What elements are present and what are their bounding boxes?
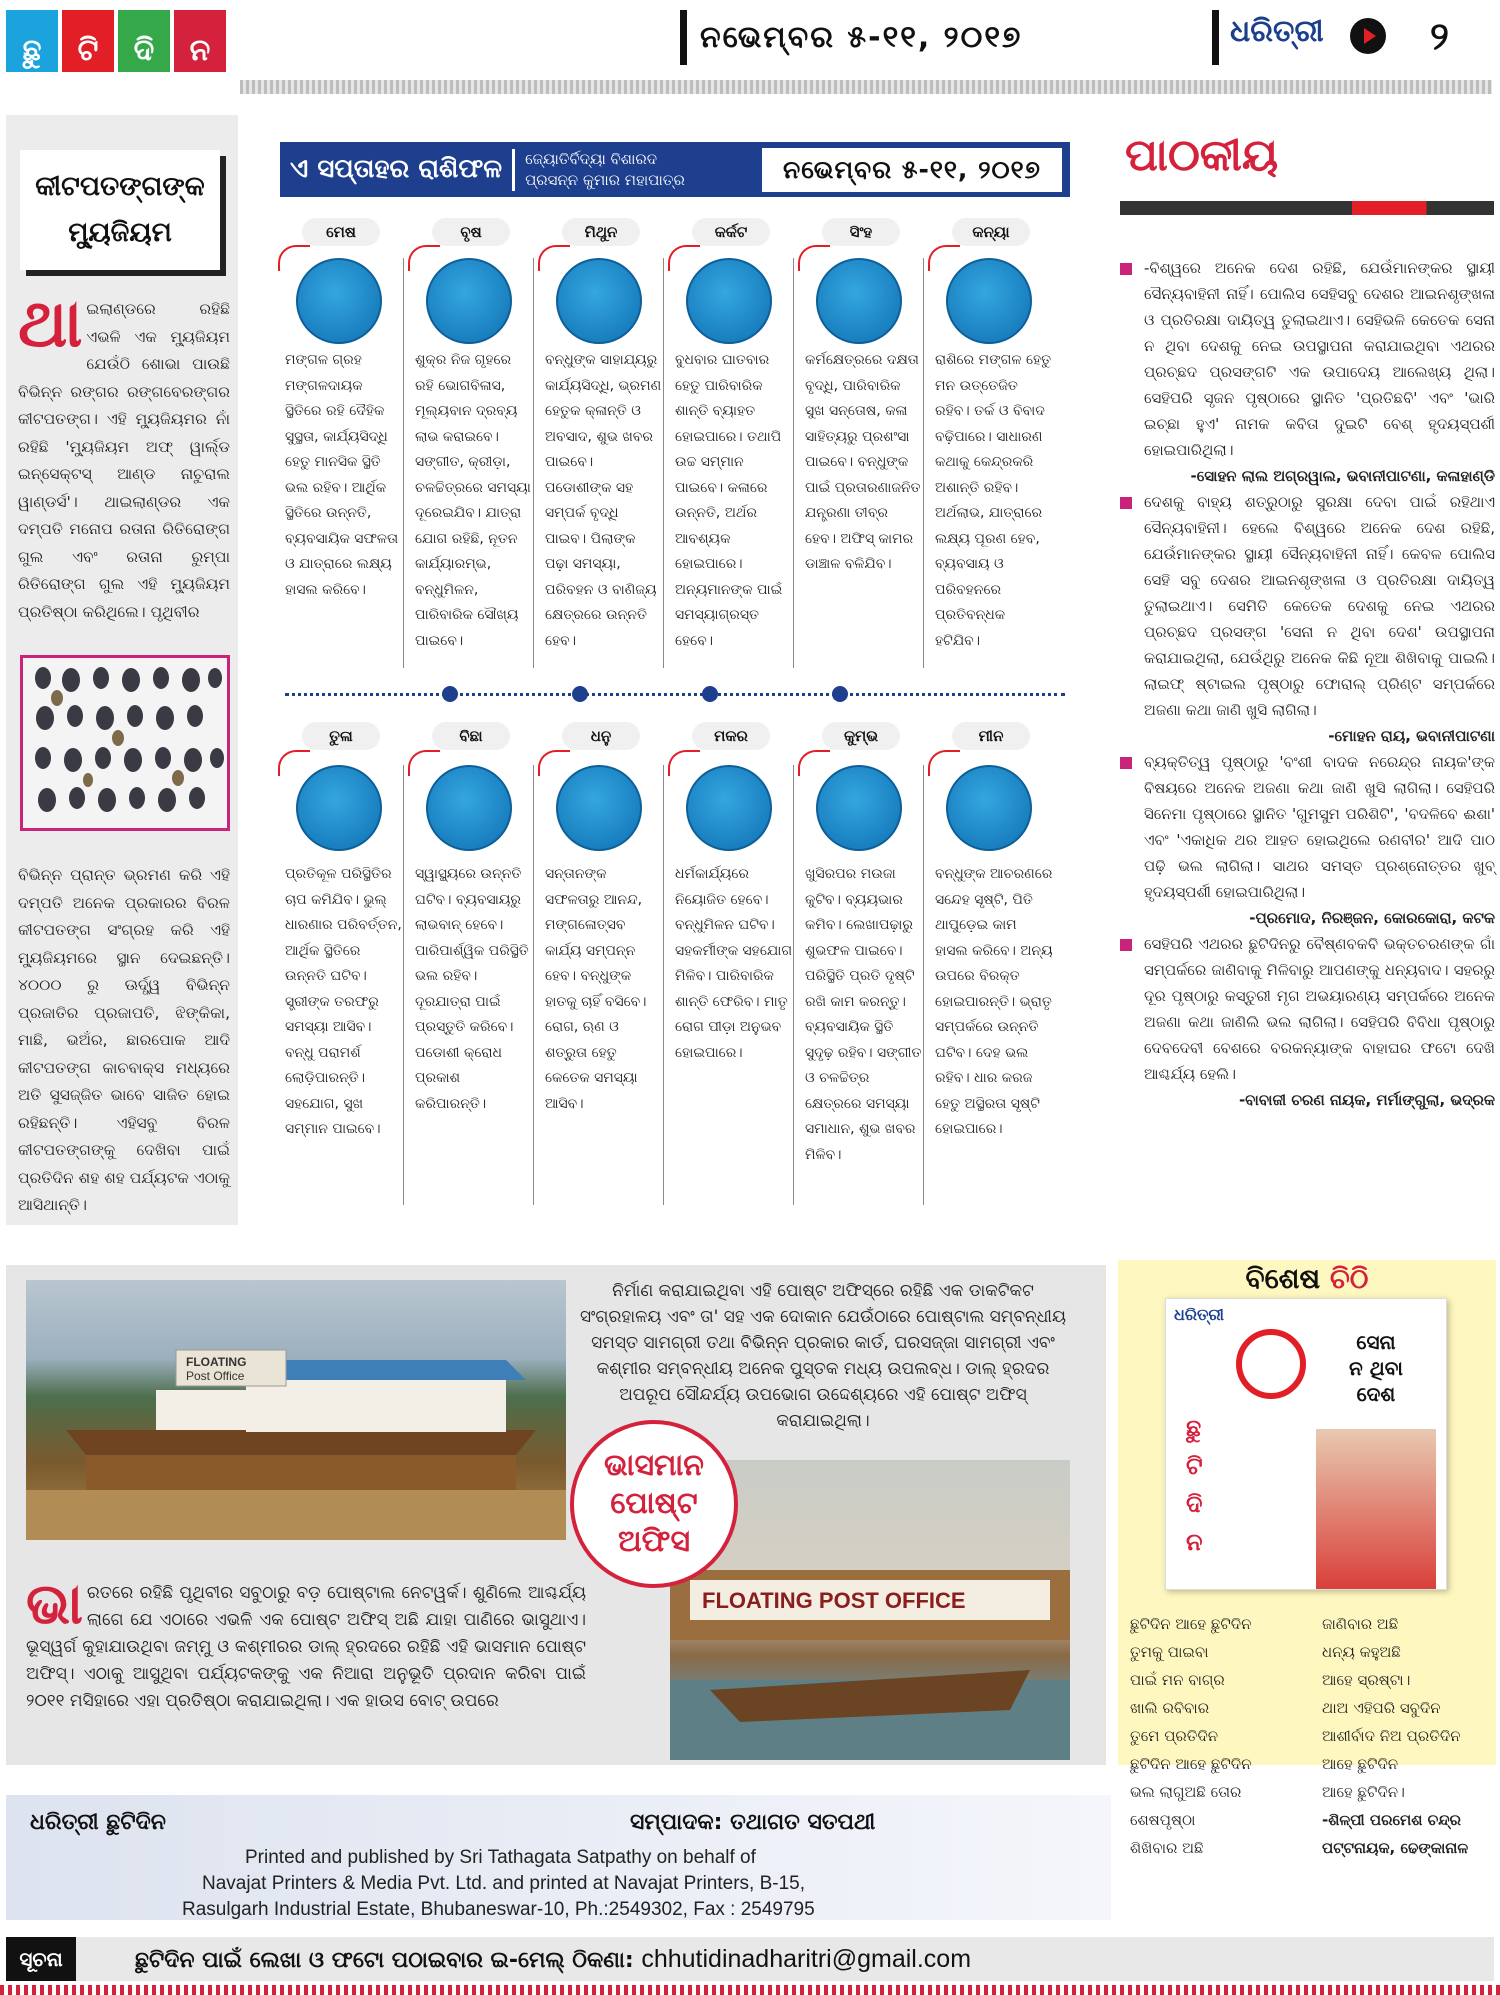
sign-text-bichha: ସ୍ୱାସ୍ଥ୍ୟରେ ଉନ୍ନତି ଘଟିବ। ବ୍ୟବସାୟରୁ ଲାଭବାନ୍ ହେବେ। ପାରିପାର୍ଶ୍ୱିକ ପରିସ୍ଥିତି ଭଲ ରହିବ। ଦୂରଯାତ୍ରା ପାଇଁ ପ୍ରସ୍ତୁତି କରିବେ। ପଡୋଶୀ କ୍ରୋଧ ପ୍ରକାଶ କରିପାରନ୍ତି। [415, 866, 529, 1112]
column-divider [403, 765, 404, 1205]
author-line-2: ପ୍ରସନ୍ନ କୁମାର ମହାପାତ୍ର [525, 170, 685, 189]
bullet-icon [1120, 757, 1132, 769]
scorpio-icon [426, 765, 512, 851]
dropcap: ଥା [18, 285, 83, 362]
letter-signature: -ସୋହନ ଲାଲ ଅଗ୍ରୱାଲ, ଭବାନୀପାଟଣା, କଳାହାଣ୍ଡି [1190, 467, 1495, 485]
heading-line-2: ମ୍ୟୁଜିୟମ [68, 217, 172, 248]
heading-line-1: କୀଟପତଙ୍ଗଙ୍କ [35, 171, 205, 202]
taurus-icon [426, 258, 512, 344]
letter-item [1120, 489, 1495, 749]
sign-text-meena: ବନ୍ଧୁଙ୍କ ଆଚରଣରେ ସନ୍ଦେହ ସୃଷ୍ଟି, ପିତି ଥାପୁଡ଼େଇ କାମ ହାସଲ କରିବେ। ଅନ୍ୟ ଉପରେ ବିରକ୍ତ ହୋଇପାରନ୍ତି। ଭ୍ରାତୃ ସମ୍ପର୍କରେ ଉନ୍ନତି ଘଟିବ। ଦେହ ଭଲ ରହିବ। ଧାର କରଜ ହେତୁ ଅସ୍ଥିରତା ସୃଷ୍ଟି ହୋଇପାରେ। [935, 866, 1053, 1137]
imprint-paper-name: ଧରିତ୍ରୀ ଛୁଟିଦିନ [30, 1810, 166, 1835]
cover-vertical-brand [1186, 1409, 1203, 1561]
feature-top-text: ନିର୍ମାଣ କରାଯାଇଥିବା ଏହି ପୋଷ୍ଟ ଅଫିସ୍‌ରେ ରହିଛି ଏକ ଡାକଟିକଟ ସଂଗ୍ରହାଳୟ ଏବଂ ତା' ସହ ଏକ ଦୋକାନ ଯେଉଁଠାରେ ପୋଷ୍ଟାଲ ସମ୍ବନ୍ଧୀୟ ସମସ୍ତ ସାମଗ୍ରୀ ତଥା ବିଭିନ୍ନ ପ୍ରକାର କାର୍ଡ, ଘରସଜ୍ଜା ସାମଗ୍ରୀ ଏବଂ କଶ୍ମୀର ସମ୍ବନ୍ଧୀୟ ଅନେକ ପୁସ୍ତକ ମଧ୍ୟ ଉପଲବ୍ଧ। ଡାଲ୍ ହ୍ରଦର ଅପରୂପ ସୌନ୍ଦର୍ଯ୍ୟ ଉପଭୋଗ ଉଦ୍ଦେଶ୍ୟରେ ଏହି ପୋଷ୍ଟ ଅଫିସ୍ କରାଯାଇଥିଲା। [579, 1281, 1067, 1431]
feature-bottom-text [26, 1572, 586, 1715]
sign-text-simha: କର୍ମକ୍ଷେତ୍ରରେ ଦକ୍ଷତା ବୃଦ୍ଧି, ପାରିବାରିକ ସୁଖ ସନ୍ତୋଷ, କଳା ସାହିତ୍ୟରୁ ପ୍ରଶଂସା ପାଇବେ। ବନ୍ଧୁଙ୍କ ପାଇଁ ପ୍ରତାରଣାଜନିତ ଯନ୍ତ୍ରଣା ତୀବ୍ର ହେବ। ଅଫିସ୍ କାମର ଡାଞ୍ଚାଳ ବଳିଯିବ। [805, 352, 921, 572]
poem-line: ଛୁଟିଦିନ ଆହେ ଛୁଟିଦିନ [1130, 1615, 1252, 1633]
poem-left-column [1130, 1610, 1320, 1862]
sign-label-mesha: ମେଷ [302, 218, 380, 246]
arrow-icon [928, 245, 960, 271]
arrow-icon [278, 750, 310, 776]
column-divider [923, 765, 924, 1205]
libra-icon [296, 765, 382, 851]
feature-dropcap: ଭା [26, 1572, 83, 1637]
column-divider [663, 258, 664, 668]
virgo-icon [946, 258, 1032, 344]
page-number: ୨ [1430, 14, 1449, 58]
sign-text-makara: ଧର୍ମକାର୍ଯ୍ୟରେ ନିୟୋଜିତ ହେବେ। ବନ୍ଧୁମିଳନ ଘଟିବ। ସହକର୍ମୀଙ୍କ ସହଯୋଗ ମିଳିବ। ପାରିବାରିକ ଶାନ୍ତି ଫେରିବ। ମାତୃ ରୋଗ ପୀଡ଼ା ଅନୁଭବ ହୋଇପାରେ। [675, 866, 793, 1061]
column-divider [663, 765, 664, 1205]
horoscope-date: ନଭେମ୍ବର ୫-୧୧, ୨୦୧୭ [762, 148, 1062, 192]
sign-label-tula: ତୁଳା [302, 722, 380, 750]
sign-label-meena: ମୀନ [952, 722, 1030, 750]
imprint-line-2: Navajat Printers & Media Pvt. Ltd. and printed at Navajat Printers, B-15, [202, 1873, 806, 1894]
arrow-icon [798, 750, 830, 776]
sagittarius-icon [556, 765, 642, 851]
sign-text-karkata: ବୁଧବାର ଘାତବାର ହେତୁ ପାରିବାରିକ ଶାନ୍ତି ବ୍ୟାହତ ହୋଇପାରେ। ତଥାପି ଉଚ୍ଚ ସମ୍ମାନ ପାଇବେ। କଳାରେ ଉନ୍ନତି, ଅର୍ଥର ଆବଶ୍ୟକ ହୋଇପାରେ। ଅନ୍ୟମାନଙ୍କ ପାଇଁ ସମସ୍ୟାଗ୍ରସ୍ତ ହେବେ। [675, 352, 783, 649]
notice-message: ଛୁଟିଦିନ ପାଇଁ ଲେଖା ଓ ଫଟୋ ପଠାଇବାର ଇ-ମେଲ୍ ଠିକଣା: [135, 1948, 634, 1973]
separator-dot [832, 686, 848, 702]
brand-tile-3: ଦି [118, 10, 170, 72]
poem-line: ଶିଖିବାର ଅଛି [1130, 1839, 1204, 1857]
column-divider [793, 765, 794, 1205]
imprint-line-3: Rasulgarh Industrial Estate, Bhubaneswar-10, Ph.:2549302, Fax : 2549795 [182, 1899, 815, 1920]
feature-title-circle [570, 1420, 738, 1588]
arrow-icon [668, 245, 700, 271]
notice-text [135, 1945, 971, 1974]
poem-line: ଆହେ ଛୁଟିଦିନ। [1322, 1783, 1405, 1801]
poem-line: ଆହେ ସ୍ରଷ୍ଟା। [1322, 1671, 1411, 1689]
imprint-line-1: Printed and published by Sri Tathagata Satpathy on behalf of [245, 1847, 756, 1868]
letters-title-strip [1120, 201, 1494, 215]
sign-label-makara: ମକର [692, 722, 770, 750]
arrow-icon [538, 245, 570, 271]
letter-signature: -ମୋହନ ରାୟ, ଭବାନୀପାଟଣା [1328, 727, 1495, 745]
sign-text-kanya: ରାଶିରେ ମଙ୍ଗଳ ହେତୁ ମନ ଉତ୍ତେଜିତ ରହିବ। ତର୍କ ଓ ବିବାଦ ବଢ଼ିପାରେ। ସାଧାରଣ କଥାକୁ କେନ୍ଦ୍ରକରି ଅଶାନ୍ତି ରହିବ। ଅର୍ଥଲାଭ, ଯାତ୍ରାରେ ଲକ୍ଷ୍ୟ ପୂରଣ ହେବ, ବ୍ୟବସାୟ ଓ ପରିବହନରେ ପ୍ରତିବନ୍ଧକ ହଟିଯିବ। [935, 352, 1052, 649]
letters-section-title: ପା୦କୀୟ [1125, 130, 1279, 181]
letter-item [1120, 255, 1495, 489]
cover-model-photo [1316, 1429, 1436, 1589]
feature-title-line-3: ଅଫିସ [617, 1524, 691, 1559]
imprint-text [140, 1845, 940, 1923]
poem-line: ଭଲ ଲାଗୁଅଛି ତୋର [1130, 1783, 1242, 1801]
arrow-icon [668, 750, 700, 776]
cover-headline-3: ଦେଶ [1356, 1382, 1396, 1406]
feature-title-line-2: ପୋଷ୍ଟ [610, 1486, 698, 1521]
sign-label-simha: ସିଂହ [822, 218, 900, 246]
leo-icon [816, 258, 902, 344]
insect-museum-heading [20, 150, 220, 270]
houseboat-icon [26, 1280, 566, 1540]
letters-list [1120, 255, 1495, 1113]
cover-letter: ଛୁ [1186, 1414, 1202, 1442]
poem-line: ତୁମେ ପ୍ରତିଦିନ [1130, 1727, 1219, 1745]
paper-name: ଧରିତ୍ରୀ [1230, 14, 1324, 49]
author-line-1: ଜ୍ୟୋତିର୍ବିଦ୍ୟା ବିଶାରଦ [525, 149, 658, 168]
poem-line: ତୁମକୁ ପାଇବା [1130, 1643, 1209, 1661]
imprint-editor: ସମ୍ପାଦକ: ତଥାଗତ ସତପଥୀ [630, 1810, 876, 1835]
cover-brand: ଧରିତ୍ରୀ [1174, 1305, 1224, 1324]
cover-letter: ଟି [1186, 1452, 1203, 1480]
poem-line: ପାଇଁ ମନ ବାଗ୍ର [1130, 1671, 1225, 1689]
brand-tile-4: ନ [174, 10, 226, 72]
magazine-cover-thumbnail [1165, 1298, 1447, 1590]
poem-line: ଆହେ ଛୁଟିଦିନ [1322, 1755, 1399, 1773]
feature-bottom-paragraph: ରତରେ ରହିଛି ପୃଥିବୀର ସବୁଠାରୁ ବଡ଼ ପୋଷ୍ଟାଲ ନେଟୱର୍କ। ଶୁଣିଲେ ଆଶ୍ଚର୍ଯ୍ୟ ଲାଗେ ଯେ ଏଠାରେ ଏଭଳି ଏକ ପୋଷ୍ଟ ଅଫିସ୍ ଅଛି ଯାହା ପାଣିରେ ଭାସୁଥାଏ। ଭୂସ୍ୱର୍ଗ କୁହାଯାଉଥିବା ଜମ୍ମୁ ଓ କଶ୍ମୀରର ଡାଲ୍ ହ୍ରଦରେ ରହିଛି ଏହି ଭାସମାନ ପୋଷ୍ଟ ଅଫିସ୍। ଏଠାକୁ ଆସୁଥିବା ପର୍ଯ୍ୟଟକଙ୍କୁ ଏକ ନିଆରା ଅନୁଭୂତି ପ୍ରଦାନ କରିବା ପାଇଁ ୨୦୧୧ ମସିହାରେ ଏହା ପ୍ରତିଷ୍ଠା କରାଯାଇଥିଲା। ଏକ ହାଉସ ବୋଟ୍ ଉପରେ [26, 1583, 586, 1711]
letter-text: -ବିଶ୍ୱରେ ଅନେକ ଦେଶ ରହିଛି, ଯେଉଁମାନଙ୍କର ସ୍ଥାୟୀ ସୈନ୍ୟବାହିନୀ ନାହିଁ। ପୋଲିସ ସେହିସବୁ ଦେଶର ଆଇନଶୃଙ୍ଖଳା ଓ ପ୍ରତିରକ୍ଷା ଦାୟିତ୍ୱ ତୁଲାଇଥାଏ। ସେହିଭଳି କେତେକ ସେନା ନ ଥିବା ଦେଶକୁ ନେଇ ଉପସ୍ଥାପନା କରାଯାଇଥିବା ଏଥରର ପ୍ରଚ୍ଛଦ ପ୍ରସଙ୍ଗଟି ଏକ ଉପାଦେୟ ଆଲେଖ୍ୟ ଥିଲା। ସେହିପରି ସୃଜନ ପୃଷ୍ଠାରେ ସ୍ଥାନିତ 'ପ୍ରତିଛବି' ଏବଂ 'ଭାରି ଇଚ୍ଛା ହୁଏ' ନାମକ କବିତା ଦୁଇଟି ବେଶ୍ ହୃଦୟସ୍ପର୍ଶୀ ହୋଇପାରିଥିଲା। [1144, 259, 1495, 459]
bullet-icon [1120, 939, 1132, 951]
poem-right-column [1322, 1610, 1492, 1862]
sign-label-karkata: କର୍କଟ [692, 218, 770, 246]
arrow-icon [538, 750, 570, 776]
poem-line: ଜାଣିବାର ଅଛି [1322, 1615, 1399, 1633]
letter-item [1120, 931, 1495, 1113]
notice-label: ସୂଚନା [6, 1937, 76, 1981]
beetle-collection-photo [20, 655, 230, 831]
horoscope-title: ଏ ସପ୍ତାହର ରାଶିଫଳ [290, 154, 503, 184]
column-divider [533, 258, 534, 668]
pisces-icon [946, 765, 1032, 851]
arrow-icon [928, 750, 960, 776]
sign-text: FLOATING POST OFFICE [702, 1588, 966, 1613]
poem-line: ଖାଲି ରବିବାର [1130, 1699, 1210, 1717]
sign-text-mithuna: ବନ୍ଧୁଙ୍କ ସାହାଯ୍ୟରୁ କାର୍ଯ୍ୟସିଦ୍ଧି, ଭ୍ରମଣ ହେତୁକ କ୍ଳାନ୍ତି ଓ ଅବସାଦ, ଶୁଭ ଖବର ପାଇବେ। ପଡୋଶୀଙ୍କ ସହ ସମ୍ପର୍କ ବୃଦ୍ଧି ପାଇବ। ପିଲାଙ୍କ ପଢ଼ା ସମସ୍ୟା, ପରିବହନ ଓ ବାଣିଜ୍ୟ କ୍ଷେତ୍ରରେ ଉନ୍ନତି ହେବ। [545, 352, 662, 649]
beetle-icon [23, 658, 227, 828]
letter-item [1120, 749, 1495, 931]
sign-label-vrisha: ବୃଷ [432, 218, 510, 246]
sign-label-mithuna: ମିଥୁନ [562, 218, 640, 246]
cancer-icon [686, 258, 772, 344]
insect-museum-para-1 [18, 285, 230, 626]
cover-headline [1316, 1329, 1436, 1407]
sign-text-tula: ପ୍ରତିକୂଳ ପରିସ୍ଥିତିର ଚାପ କମିଯିବ। ଭୁଲ୍ ଧାରଣାର ପରିବର୍ତ୍ତନ, ଆର୍ଥିକ ସ୍ଥିତିରେ ଉନ୍ନତି ଘଟିବ। ସ୍ତ୍ରୀଙ୍କ ତରଫରୁ ସମସ୍ୟା ଆସିବ। ବନ୍ଧୁ ପରାମର୍ଶ ଲୋଡ଼ିପାରନ୍ତି। ସହଯୋଗ, ସୁଖ ସମ୍ମାନ ପାଇବେ। [285, 866, 402, 1137]
column-divider [923, 258, 924, 668]
arrow-icon [278, 245, 310, 271]
poem-line: ଆଶୀର୍ବାଦ ନିଅ ପ୍ରତିଦିନ [1322, 1727, 1461, 1745]
dotted-separator [285, 693, 1065, 696]
letter-text: ବ୍ୟକ୍ତିତ୍ୱ ପୃଷ୍ଠାରୁ 'ବଂଶୀ ବାଦକ ନରେନ୍ଦ୍ର ନାୟକ'ଙ୍କ ବିଷୟରେ ଅନେକ ଅଜଣା କଥା ଜାଣି ଖୁସି ଲାଗିଲା। ସେହିପରି ସିନେମା ପୃଷ୍ଠାରେ ସ୍ଥାନିତ 'ଗୁମସୁମ ପରିଶିଟି', 'ବଦଳିବେ ଈଶା' ଏବଂ 'ଏକାଧିକ ଥର ଆହତ ହୋଇଥିଲେ ରଣବୀର' ଆଦି ପାଠ ପଢ଼ି ଭଲ ଲାଗିଲା। ସାଥର ସମସ୍ତ ପ୍ରଶ୍ନୋତ୍ତର ଖୁବ୍ ହୃଦୟସ୍ପର୍ଶୀ ହୋଇପାରିଥିଲା। [1144, 753, 1495, 901]
header-rule [240, 80, 1492, 94]
sign-label-kanya: କନ୍ୟା [952, 218, 1030, 246]
cover-headline-1: ସେନା [1356, 1330, 1396, 1354]
poem-line: ଥାଅ ଏହିପରି ସବୁଦିନ [1322, 1699, 1441, 1717]
sign-label-kumbha: କୁମ୍ଭ [822, 722, 900, 750]
email-address[interactable]: chhutidinadharitri@gmail.com [641, 1945, 972, 1973]
poem-line: ଛୁଟିଦିନ ଆହେ ଛୁଟିଦିନ [1130, 1755, 1252, 1773]
special-title-a: ବିଶେଷ [1245, 1262, 1321, 1295]
poem-line: ଶେଷପୃଷ୍ଠା [1130, 1811, 1196, 1829]
bullet-icon [1120, 263, 1132, 275]
no-army-icon [1236, 1329, 1306, 1399]
letter-signature: -ବାବାଜୀ ଚରଣ ନାୟକ, ମର୍ମାଙ୍ଗୁଲା, ଭଦ୍ରକ [1238, 1091, 1495, 1109]
special-title-b: ଚିଠି [1329, 1262, 1369, 1295]
letter-text: ସେହିପରି ଏଥରର ଛୁଟିଦିନରୁ ବୈଷ୍ଣବକବି ଭକ୍ତଚରଣଙ୍କ ଗାଁ ସମ୍ପର୍କରେ ଜାଣିବାକୁ ମିଳିବାରୁ ଆପଣଙ୍କୁ ଧନ୍ୟବାଦ। ସହରରୁ ଦୂର ପୃଷ୍ଠାରୁ କସ୍ତୁରୀ ମୃଗ ଅଭୟାରଣ୍ୟ ସମ୍ପର୍କରେ ଅନେକ ଅଜଣା କଥା ଜାଣିଲି ଭଲ ଲାଗିଲା। ସେହିପରି ବିବିଧା ପୃଷ୍ଠାରୁ ଦେବଦେବୀ ବେଶରେ ବରକନ୍ୟାଙ୍କ ବାହାଘର ଫଟୋ ଦେଖି ଆଶ୍ଚର୍ଯ୍ୟ ହେଲି। [1144, 935, 1495, 1083]
insect-museum-para-2: ବିଭିନ୍ନ ପ୍ରାନ୍ତ ଭ୍ରମଣ କରି ଏହି ଦମ୍ପତି ଅନେକ ପ୍ରକାରର ବିରଳ କୀଟପତଙ୍ଗ ସଂଗ୍ରହ କରି ଏହି ମ୍ୟୁଜିୟମରେ ସ୍ଥାନ ଦେଇଛନ୍ତି। ୪୦୦୦ ରୁ ଊର୍ଦ୍ଧ୍ୱ ବିଭିନ୍ନ ପ୍ରଜାତିର ପ୍ରଜାପତି, ଝିଙ୍କିକା, ମାଛି, ଭଅଁର, ଛାରପୋକ ଆଦି କୀଟପତଙ୍ଗ କାଚବାକ୍ସ ମଧ୍ୟରେ ଅତି ସୁସଜ୍ଜିତ ଭାବେ ସାଜିତ ହୋଇ ରହିଛନ୍ତି। ଏହିସବୁ ବିରଳ କୀଟପତଙ୍ଗଙ୍କୁ ଦେଖିବା ପାଇଁ ପ୍ରତିଦିନ ଶହ ଶହ ପର୍ଯ୍ୟଟକ ଏଠାକୁ ଆସିଥାନ୍ତି। [18, 866, 230, 1214]
bottom-rule [0, 1985, 1500, 1995]
special-letter-title [1118, 1262, 1496, 1296]
sign-text-vrisha: ଶୁକ୍ର ନିଜ ଗୃହରେ ରହି ଭୋଗବିଳାସ, ମୂଲ୍ୟବାନ ଦ୍ରବ୍ୟ ଲାଭ କରାଇବେ। ସଙ୍ଗୀତ, କ୍ରୀଡ଼ା, ଚଳଚ୍ଚିତ୍ରରେ ସମସ୍ୟା ଦୂରେଇଯିବ। ଯାତ୍ରା ଯୋଗ ରହିଛି, ନୂତନ କାର୍ଯ୍ୟାରମ୍ଭ, ବନ୍ଧୁମିଳନ, ପାରିବାରିକ ସୌଖ୍ୟ ପାଇବେ। [415, 352, 531, 649]
separator-dot [442, 686, 458, 702]
issue-date: ନଭେମ୍ବର ୫-୧୧, ୨୦୧୭ [700, 20, 1023, 55]
brand-logo [6, 10, 226, 72]
arrow-icon [408, 245, 440, 271]
feature-title-line-1: ଭାସମାନ [604, 1448, 704, 1483]
cover-headline-2: ନ ଥିବା [1349, 1356, 1403, 1380]
houseboat-photo [26, 1280, 566, 1540]
horoscope-banner [280, 142, 1070, 197]
sign-label-dhanu: ଧନୁ [562, 722, 640, 750]
separator-dot [572, 686, 588, 702]
capricorn-icon [686, 765, 772, 851]
brand-tile-2: ଟି [62, 10, 114, 72]
letter-text: ଦେଶକୁ ବାହ୍ୟ ଶତ୍ରୁଠାରୁ ସୁରକ୍ଷା ଦେବା ପାଇଁ ରହିଥାଏ ସୈନ୍ୟବାହିନୀ। ହେଲେ ବିଶ୍ୱରେ ଅନେକ ଦେଶ ରହିଛି, ଯେଉଁମାନଙ୍କର ସ୍ଥାୟୀ ସୈନ୍ୟବାହିନୀ ନାହିଁ। କେବଳ ପୋଲିସ ସେହି ସବୁ ଦେଶର ଆଇନଶୃଙ୍ଖଳା ଓ ପ୍ରତିରକ୍ଷା ଦାୟିତ୍ୱ ତୁଲାଇଥାଏ। ସେମିତି କେତେକ ଦେଶକୁ ନେଇ ଏଥରର ପ୍ରଚ୍ଛଦ ପ୍ରସଙ୍ଗ 'ସେନା ନ ଥିବା ଦେଶ' ଉପସ୍ଥାପନା କରାଯାଇଥିଲା, ଯେଉଁଥିରୁ ଅନେକ କିଛି ନୂଆ ଶିଖିବାକୁ ପାଇଲି। ଲାଇଫ୍ ଷ୍ଟାଇଲ ପୃଷ୍ଠାରୁ ଫୋରାଲ୍ ପ୍ରିଣ୍ଟ ସମ୍ପର୍କରେ ଅଜଣା କଥା ଜାଣି ଖୁସି ଲାଗିଲା। [1144, 493, 1495, 719]
poem-signature: -ଶିଳ୍ପୀ ପରମେଶ ଚନ୍ଦ୍ର [1322, 1811, 1461, 1829]
poem-line: ଧନ୍ୟ କହୁଅଛି [1322, 1643, 1401, 1661]
para-1-text: ଇଲାଣ୍ଡରେ ରହିଛି ଏଭଳି ଏକ ମ୍ୟୁଜିୟମ ଯେଉଁଠି ଶୋଭା ପାଉଛି ବିଭିନ୍ନ ରଙ୍ଗର ରଙ୍ଗବେରଙ୍ଗର କୀଟପତଙ୍ଗ। ଏହି ମ୍ୟୁଜିୟମର ନାଁ ରହିଛି 'ମ୍ୟୁଜିୟମ ଅଫ୍ ୱାର୍ଲ୍ଡ ଇନ୍‌ସେକ୍ଟସ୍ ଆଣ୍ଡ ନାଚୁରାଲ ୱାଣ୍ଡର୍ସ'। ଥାଇଲାଣ୍ଡର ଏକ ଦମ୍ପତି ମନୋପ ରତାନା ରିତିରୋଙ୍ଗ ଗୁଲ ଏବଂ ରତାନା ରୁମ୍ପା ରିତିରୋଙ୍ଗ ଗୁଲ ଏହି ମ୍ୟୁଜିୟମ ପ୍ରତିଷ୍ଠା କରିଥିଲେ। ପୃଥିବୀର [18, 300, 230, 621]
aries-icon [296, 258, 382, 344]
sign-text-mesha: ମଙ୍ଗଳ ଗ୍ରହ ମଙ୍ଗଳଦାୟକ ସ୍ଥିତିରେ ରହି ଦୈହିକ ସୁସ୍ଥତା, କାର୍ଯ୍ୟସିଦ୍ଧି ହେତୁ ମାନସିକ ସ୍ଥିତି ଭଲ ରହିବ। ଆର୍ଥିକ ସ୍ଥିତିରେ ଉନ୍ନତି, ବ୍ୟବସାୟିକ ସଫଳତା ଓ ଯାତ୍ରାରେ ଲକ୍ଷ୍ୟ ହାସଲ କରିବେ। [285, 352, 399, 598]
sign-text: Post Office [186, 1369, 245, 1383]
sign-text-kumbha: ଖୁସିରପର ମଉଜା କୁଟିବ। ବ୍ୟୟଭାର କମିବ। ଲେଖାପଢ଼ାରୁ ଶୁଭଫଳ ପାଇବେ। ପରିସ୍ଥିତି ପ୍ରତି ଦୃଷ୍ଟି ରଖି କାମ କରନ୍ତୁ। ବ୍ୟବସାୟିକ ସ୍ଥିତି ସୁଦୃଢ଼ ରହିବ। ସଙ୍ଗୀତ ଓ ଚଳଚ୍ଚିତ୍ର କ୍ଷେତ୍ରରେ ସମସ୍ୟା ସମାଧାନ, ଶୁଭ ଖବର ମିଳିବ। [805, 866, 922, 1163]
header-divider [680, 10, 687, 65]
arrow-icon [408, 750, 440, 776]
letter-signature: -ପ୍ରମୋଦ, ନିରଞ୍ଜନ, କୋରକୋରା, କଟକ [1249, 909, 1495, 927]
aquarius-icon [816, 765, 902, 851]
sign-label-bichha: ବିଛା [432, 722, 510, 750]
sign-text-dhanu: ସନ୍ତାନଙ୍କ ସଫଳତାରୁ ଆନନ୍ଦ, ମଙ୍ଗଳୋତ୍ସବ କାର୍ଯ୍ୟ ସମ୍ପନ୍ନ ହେବ। ବନ୍ଧୁଙ୍କ ହାତକୁ ଚାହିଁ ବସିବେ। ରୋଗ, ଋଣ ଓ ଶତ୍ରୁତା ହେତୁ କେତେକ ସମସ୍ୟା ଆସିବ। [545, 866, 647, 1112]
column-divider [793, 258, 794, 668]
bullet-icon [1120, 497, 1132, 509]
header-divider-2 [1212, 10, 1219, 65]
column-divider [403, 258, 404, 668]
cover-letter: ଦି [1186, 1490, 1203, 1518]
horoscope-author [515, 149, 695, 191]
cover-letter: ନ [1186, 1528, 1203, 1556]
arrow-icon [798, 245, 830, 271]
sign-text: FLOATING [186, 1355, 247, 1369]
play-icon [1350, 18, 1386, 54]
brand-tile-1: ଛୁ [6, 10, 58, 72]
separator-dot [702, 686, 718, 702]
gemini-icon [556, 258, 642, 344]
poem-signature: ପଟ୍ଟନାୟକ, ଢେଙ୍କାନାଳ [1322, 1839, 1469, 1857]
column-divider [533, 765, 534, 1205]
